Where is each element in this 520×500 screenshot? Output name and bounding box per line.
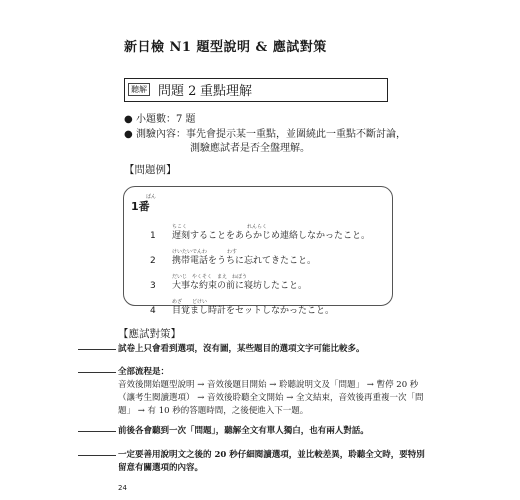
flow-title: 全部流程是： [118, 367, 170, 377]
section-name: 重點理解 [200, 84, 253, 99]
margin-rule [78, 372, 116, 373]
page-title: 新日檢 N1 題型說明 & 應試對策 [124, 40, 327, 55]
flow-line-1: 音效後開始題型說明 → 音效後題目開始 → 聆聽說明文及「問題」 → 暫停 20 秒 [118, 380, 419, 390]
strategy-point-3: 前後各會聽到一次「問題」，聽解全文有單人獨白，也有兩人對話。 [118, 426, 369, 436]
example-number: 1番 [131, 200, 150, 213]
number-furigana: ばん [146, 194, 157, 200]
choice-text: 遅刻することをあらかじめ連絡しなかったこと。 [172, 231, 371, 241]
flow-line-3: 題」 → 有 10 秒的答題時間，之後便進入下一題。 [118, 406, 309, 416]
choice-list [150, 223, 370, 317]
flow-line-2: （讓考生閱讀選項） → 音效後聆聽全文開始 → 全文結束，音效後再重複一次「問 [118, 393, 424, 403]
question-count [124, 113, 196, 127]
strategy-heading: 【應試對策】 [118, 328, 181, 340]
strategy-point-4-line-2: 留意有關選項的內容。 [118, 463, 204, 473]
choice-item: めざ どけい 4 目覚まし時計をセットしなかったこと。 [150, 299, 335, 316]
margin-rule [78, 431, 116, 432]
page-number: 24 [118, 484, 127, 492]
test-content [124, 128, 406, 142]
test-content-text: 測驗內容：事先會提示某一重點，並圍繞此一重點不斷討論， [136, 129, 406, 140]
bullet-icon: ● [124, 129, 133, 140]
strategy-point-1: 試卷上只會看到選項，沒有圖，某些題目的選項文字可能比較多。 [118, 344, 365, 354]
choice-text: 大事な約束の前に寝坊したこと。 [172, 281, 308, 291]
margin-rule [78, 455, 116, 456]
section-tag: 聽解 [128, 83, 150, 96]
choice-item: だいじ やくそく まえ ねぼう 3 大事な約束の前に寝坊したこと。 [150, 274, 308, 291]
section-number: 問題 2 [158, 84, 197, 99]
choice-text: 目覚まし時計をセットしなかったこと。 [172, 306, 335, 316]
test-content-continued: 測驗應試者是否全盤理解。 [190, 143, 310, 154]
strategy-point-4-line-1: 一定要善用說明文之後的 20 秒仔細閱讀選項，並比較差異，聆聽全文時，要特別 [118, 450, 425, 460]
choice-item: けいたいでんわ わす 2 携帯電話をうちに忘れてきたこと。 [150, 249, 317, 266]
choice-item: ちこく れんらく 1 遅刻することをあらかじめ連絡しなかったこと。 [150, 224, 371, 241]
bullet-icon: ● [124, 114, 133, 125]
question-count-text: 小題數：7 題 [136, 114, 196, 125]
example-heading: 【問題例】 [124, 164, 177, 176]
choice-text: 携帯電話をうちに忘れてきたこと。 [172, 256, 317, 266]
margin-rule [78, 349, 116, 350]
